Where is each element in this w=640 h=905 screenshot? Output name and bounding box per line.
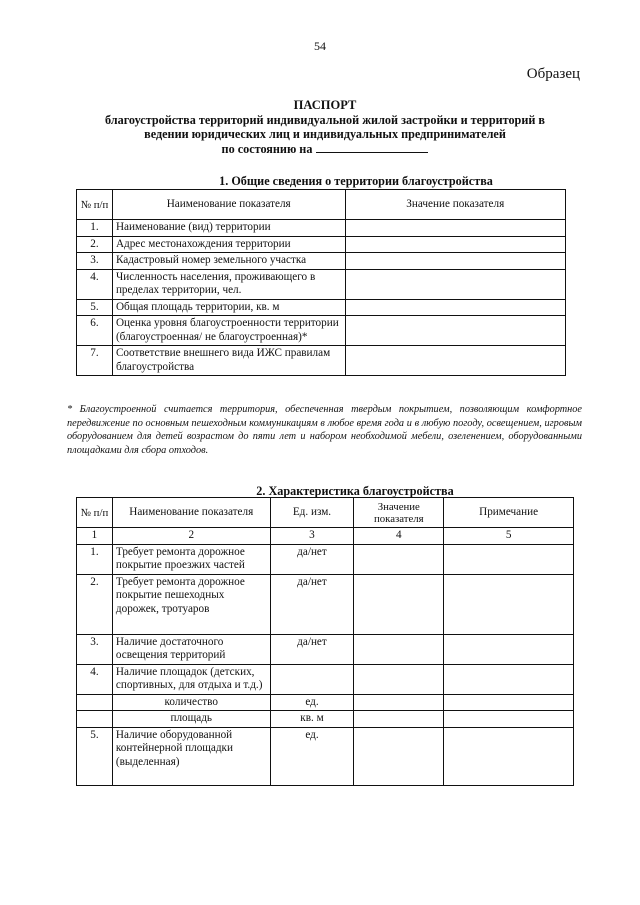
table-row: [77, 727, 574, 786]
sample-label: Образец: [526, 66, 580, 82]
row-number: 4.: [77, 269, 113, 299]
characteristics-table: [76, 497, 574, 786]
section1-heading: 1. Общие сведения о территории благоустройства: [219, 174, 493, 188]
col-number-2: 2: [112, 528, 270, 545]
indicator-name: количество: [112, 694, 270, 711]
section2-heading: 2. Характеристика благоустройства: [256, 484, 454, 498]
row-number: 2.: [77, 574, 113, 634]
indicator-value-cell[interactable]: [345, 253, 566, 270]
indicator-value-cell[interactable]: [345, 316, 566, 346]
table-row: [77, 299, 566, 316]
indicator-value-cell[interactable]: [345, 346, 566, 376]
table-row: [77, 694, 574, 711]
note-cell[interactable]: [444, 727, 574, 786]
row-number: 7.: [77, 346, 113, 376]
note-cell[interactable]: [444, 711, 574, 728]
title-date-label: по состоянию на: [221, 141, 313, 156]
unit-cell: ед.: [270, 727, 354, 786]
indicator-name: Требует ремонта дорожное покрытие пешеходных дорожек, тротуаров: [112, 574, 270, 634]
row-number: 1.: [77, 220, 113, 237]
note-cell[interactable]: [444, 544, 574, 574]
col-header-value: Значение показателя: [354, 498, 444, 528]
indicator-name: Адрес местонахождения территории: [112, 236, 345, 253]
indicator-value-cell[interactable]: [345, 269, 566, 299]
unit-cell: да/нет: [270, 574, 354, 634]
table-row: [77, 544, 574, 574]
indicator-name: Соответствие внешнего вида ИЖС правилам благоустройства: [112, 346, 345, 376]
unit-cell: да/нет: [270, 544, 354, 574]
unit-cell: да/нет: [270, 634, 354, 664]
table-row: [77, 634, 574, 664]
column-number-row: [77, 528, 574, 545]
title-line-2: ведении юридических лиц и индивидуальных предпринимателей: [144, 127, 506, 141]
unit-cell: кв. м: [270, 711, 354, 728]
note-cell[interactable]: [444, 664, 574, 694]
indicator-name: Наличие площадок (детских, спортивных, для отдыха и т.д.): [112, 664, 270, 694]
date-blank-field[interactable]: [316, 142, 428, 153]
col-header-name: Наименование показателя: [112, 190, 345, 220]
row-number: 5.: [77, 299, 113, 316]
indicator-value-cell[interactable]: [345, 299, 566, 316]
col-header-note: Примечание: [444, 498, 574, 528]
title-line-3: [60, 142, 590, 157]
indicator-name: Кадастровый номер земельного участка: [112, 253, 345, 270]
indicator-value-cell[interactable]: [354, 664, 444, 694]
document-title: [60, 98, 590, 156]
table-row: [77, 220, 566, 237]
table-row: [77, 236, 566, 253]
row-number: 3.: [77, 253, 113, 270]
col-header-number: № п/п: [77, 190, 113, 220]
col-header-name: Наименование показателя: [112, 498, 270, 528]
col-header-value: Значение показателя: [345, 190, 566, 220]
col-header-number: № п/п: [77, 498, 113, 528]
row-number: 4.: [77, 664, 113, 694]
indicator-name: Требует ремонта дорожное покрытие проезжих частей: [112, 544, 270, 574]
row-number: [77, 711, 113, 728]
indicator-value-cell[interactable]: [345, 220, 566, 237]
title-heading: ПАСПОРТ: [293, 98, 357, 112]
indicator-value-cell[interactable]: [354, 544, 444, 574]
table-row: [77, 711, 574, 728]
col-number-1: 1: [77, 528, 113, 545]
indicator-value-cell[interactable]: [354, 711, 444, 728]
page-number: 54: [314, 39, 326, 53]
note-cell[interactable]: [444, 694, 574, 711]
indicator-value-cell[interactable]: [354, 574, 444, 634]
indicator-name: Численность населения, проживающего в пределах территории, чел.: [112, 269, 345, 299]
note-cell[interactable]: [444, 634, 574, 664]
indicator-value-cell[interactable]: [354, 634, 444, 664]
row-number: [77, 694, 113, 711]
col-number-3: 3: [270, 528, 354, 545]
table-row: [77, 269, 566, 299]
table-row: [77, 346, 566, 376]
table-row: [77, 664, 574, 694]
indicator-name: Наличие оборудованной контейнерной площадки (выделенная): [112, 727, 270, 786]
unit-cell: ед.: [270, 694, 354, 711]
table-header-row: [77, 498, 574, 528]
col-number-4: 4: [354, 528, 444, 545]
row-number: 2.: [77, 236, 113, 253]
indicator-name: Общая площадь территории, кв. м: [112, 299, 345, 316]
note-cell[interactable]: [444, 574, 574, 634]
table-row: [77, 253, 566, 270]
table-row: [77, 574, 574, 634]
general-info-table: [76, 189, 566, 376]
indicator-name: Наличие достаточного освещения территорий: [112, 634, 270, 664]
table-row: [77, 316, 566, 346]
table-header-row: [77, 190, 566, 220]
title-line-1: благоустройства территорий индивидуальной жилой застройки и территорий в: [104, 112, 546, 127]
row-number: 6.: [77, 316, 113, 346]
indicator-name: Наименование (вид) территории: [112, 220, 345, 237]
col-number-5: 5: [444, 528, 574, 545]
indicator-value-cell[interactable]: [345, 236, 566, 253]
indicator-value-cell[interactable]: [354, 694, 444, 711]
row-number: 3.: [77, 634, 113, 664]
row-number: 5.: [77, 727, 113, 786]
unit-cell: [270, 664, 354, 694]
row-number: 1.: [77, 544, 113, 574]
col-header-unit: Ед. изм.: [270, 498, 354, 528]
indicator-name: площадь: [112, 711, 270, 728]
footnote: * Благоустроенной считается территория, обеспеченная твердым покрытием, позволяющим комфортное передвижение по основным пешеходным коммуникациям в любое время года и в любую погоду, освещением, игровым оборудованием для детей возрастом до пяти лет и набором необходимой мебели, озеленением, оборудованными площадками для сбора отходов.: [67, 404, 582, 456]
indicator-value-cell[interactable]: [354, 727, 444, 786]
indicator-name: Оценка уровня благоустроенности территории (благоустроенная/ не благоустроенная)*: [112, 316, 345, 346]
